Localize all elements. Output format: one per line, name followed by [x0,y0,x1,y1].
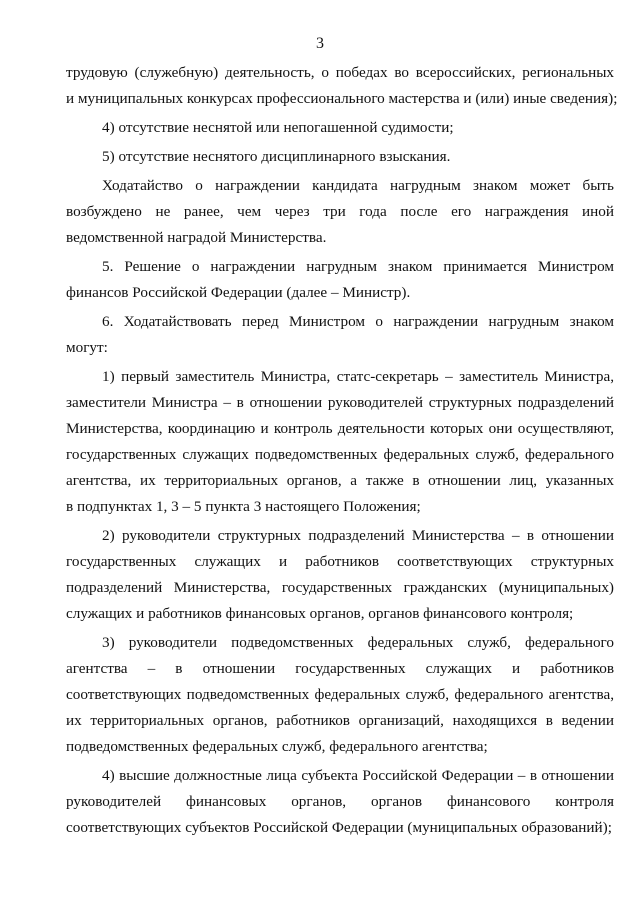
text-line: подведомственных федеральных служб, федерального агентства; [66,738,488,755]
text-line: Министерства, координацию и контроль деятельности которых они осуществляют, [66,420,614,437]
text-line: соответствующих субъектов Российской Федерации (муниципальных образований); [66,819,612,836]
text-line: агентства – в отношении государственных служащих и работников [66,660,614,677]
paragraph-continuation [66,60,618,112]
paragraph-subitem-2 [66,523,614,627]
text-line: трудовую (служебную) деятельность, о победах во всероссийских, региональных [66,64,614,81]
text-line: 3) руководители подведомственных федеральных служб, федерального [102,634,614,651]
page-number: 3 [316,35,324,52]
paragraph-section-6 [66,309,614,361]
text-line: в подпунктах 1, 3 – 5 пункта 3 настоящего Положения; [66,498,421,515]
text-line: их территориальных органов, работников организаций, находящихся в ведении [66,712,614,729]
text-line: Ходатайство о награждении кандидата нагрудным знаком может быть [102,177,614,194]
text-line: 6. Ходатайствовать перед Министром о награждении нагрудным знаком [102,313,614,330]
text-line: ведомственной наградой Министерства. [66,229,327,246]
paragraph-section-5 [66,254,614,306]
text-line: 4) высшие должностные лица субъекта Российской Федерации – в отношении [102,767,614,784]
text-line: и муниципальных конкурсах профессионального мастерства и (или) иные сведения); [66,90,618,107]
text-line: 1) первый заместитель Министра, статс-секретарь – заместитель Министра, [102,368,614,385]
text-line: возбуждено не ранее, чем через три года после его награждения иной [66,203,614,220]
text-line: заместители Министра – в отношении руководителей структурных подразделений [66,394,614,411]
text-line: могут: [66,339,108,356]
document-body [66,60,618,841]
paragraph-subitem-3 [66,630,614,760]
paragraph-petition-timing [66,173,614,251]
text-line: служащих и работников финансовых органов, органов финансового контроля; [66,605,574,622]
text-line: 5) отсутствие неснятого дисциплинарного взыскания. [102,148,451,165]
paragraph-item-4 [66,115,614,141]
text-line: 4) отсутствие неснятой или непогашенной судимости; [102,119,454,136]
paragraph-item-5 [66,144,614,170]
text-line: руководителей финансовых органов, органов финансового контроля [66,793,614,810]
paragraph-subitem-1 [66,364,614,520]
text-line: финансов Российской Федерации (далее – Министр). [66,284,411,301]
text-line: агентства, их территориальных органов, а также в отношении лиц, указанных [66,472,614,489]
text-line: 2) руководители структурных подразделений Министерства – в отношении [102,527,614,544]
text-line: государственных служащих подведомственных федеральных служб, федерального [66,446,614,463]
paragraph-subitem-4 [66,763,614,841]
text-line: соответствующих подведомственных федеральных служб, федерального агентства, [66,686,614,703]
text-line: 5. Решение о награждении нагрудным знаком принимается Министром [102,258,614,275]
text-line: государственных служащих и работников соответствующих структурных [66,553,614,570]
text-line: подразделений Министерства, государственных гражданских (муниципальных) [66,579,614,596]
